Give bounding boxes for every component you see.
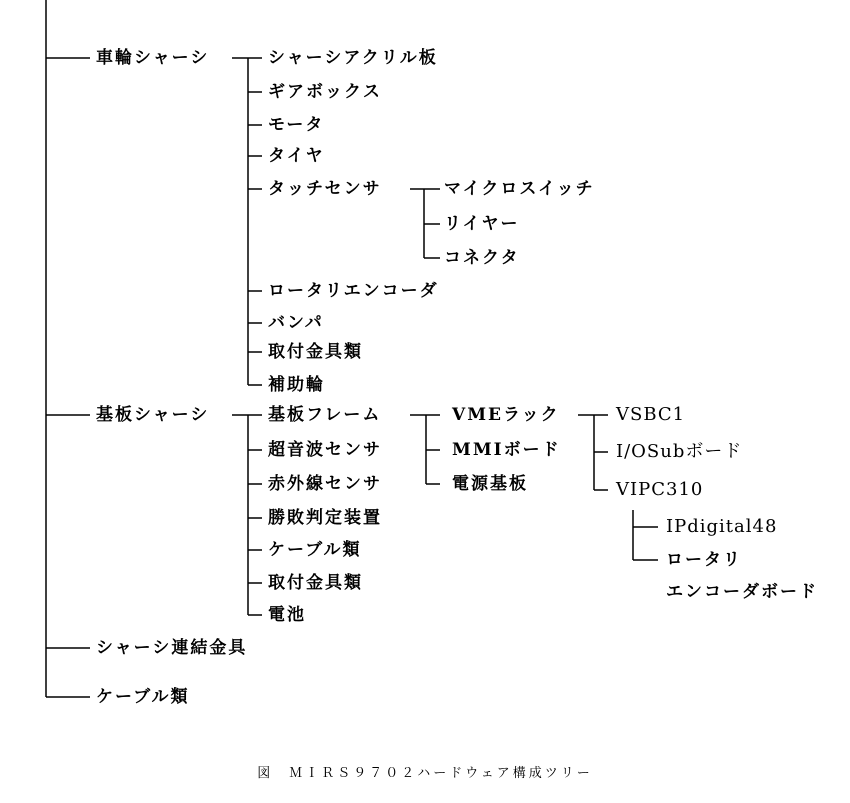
figure-caption: 図 ＭＩＲＳ９７０２ハードウェア構成ツリー — [257, 766, 593, 781]
node-ipdigital48: IPdigital48 — [666, 516, 778, 537]
node-judge-device: 勝敗判定装置 — [268, 508, 382, 528]
node-board-frame: 基板フレーム — [268, 405, 382, 425]
node-cables-2: ケーブル類 — [96, 687, 190, 707]
node-tire: タイヤ — [268, 146, 325, 166]
node-wire: リイヤー — [444, 214, 520, 234]
node-wheel-chassis: 車輪シャーシ — [96, 48, 210, 68]
node-fittings-2: 取付金具類 — [268, 573, 363, 593]
node-rotary-encoder-board-line2: エンコーダボード — [666, 582, 818, 602]
node-infrared-sensor: 赤外線センサ — [268, 474, 382, 494]
node-ultrasonic-sensor: 超音波センサ — [268, 440, 382, 460]
node-power-board: 電源基板 — [452, 474, 528, 494]
node-microswitch: マイクロスイッチ — [444, 179, 595, 199]
node-cables-1: ケーブル類 — [268, 540, 362, 560]
node-motor: モータ — [268, 115, 325, 135]
node-rotary-encoder-board-line1: ロータリ — [666, 550, 742, 570]
node-vipc310: VIPC310 — [616, 479, 704, 500]
node-vsbc1: VSBC1 — [616, 404, 686, 425]
node-connector: コネクタ — [444, 248, 520, 268]
node-rotary-encoder: ロータリエンコーダ — [268, 281, 439, 301]
node-board-chassis: 基板シャーシ — [96, 405, 210, 425]
node-aux-wheel: 補助輪 — [268, 375, 325, 395]
node-acrylic-board: シャーシアクリル板 — [268, 48, 438, 68]
node-chassis-fittings: シャーシ連結金具 — [96, 638, 248, 658]
node-fittings-1: 取付金具類 — [268, 342, 363, 362]
node-touch-sensor: タッチセンサ — [268, 179, 382, 199]
node-bumper: バンパ — [268, 313, 324, 333]
node-iosub-board: I/OSubボード — [616, 441, 743, 462]
node-mmi-board: MMIボード — [452, 440, 561, 460]
node-battery: 電池 — [268, 605, 306, 625]
node-vme-rack: VMEラック — [452, 405, 560, 425]
node-gearbox: ギアボックス — [268, 82, 382, 102]
